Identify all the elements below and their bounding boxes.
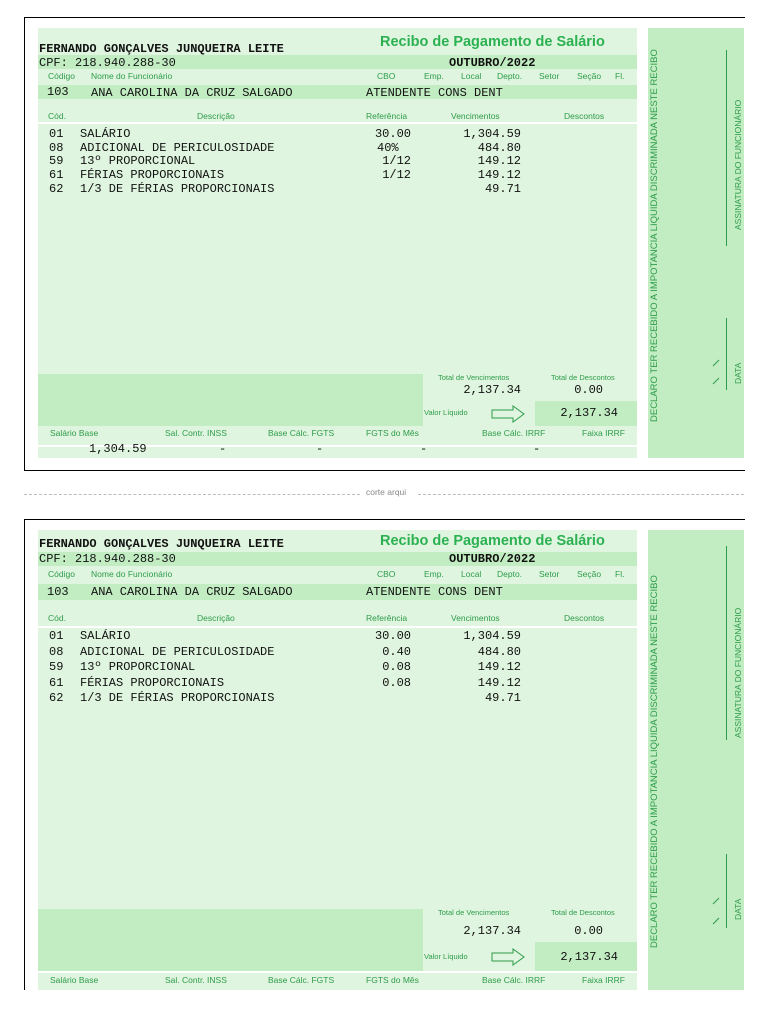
totals-left-block <box>38 909 423 971</box>
item-reference: 1/12 <box>382 168 411 182</box>
item-description: 13º PROPORCIONAL <box>80 154 196 168</box>
declaration-text: DECLARO TER RECEBIDO A IMPOTANCIA LIQUIDA DISCRIMINADA NESTE RECIBO <box>649 575 660 948</box>
pay-period: OUTUBRO/2022 <box>449 552 536 566</box>
divider <box>38 626 637 628</box>
net-value: 2,137.34 <box>560 950 618 964</box>
fgts-mes-value: - <box>420 442 428 456</box>
col-vencimentos: Vencimentos <box>451 613 500 623</box>
label-nome: Nome do Funcionário <box>91 569 173 579</box>
label-cbo: CBO <box>377 71 396 81</box>
item-code: 08 <box>49 645 64 659</box>
label-depto: Depto. <box>497 71 523 81</box>
item-reference: 30.00 <box>374 629 411 643</box>
label-codigo: Código <box>48 569 75 579</box>
label-valor-liquido: Valor Líquido <box>424 408 468 417</box>
item-earning: 149.12 <box>477 660 521 674</box>
label-cbo: CBO <box>377 569 396 579</box>
salario-base-value: 1,304.59 <box>89 442 147 456</box>
label-fgts-mes: FGTS do Mês <box>366 975 419 985</box>
item-reference: 0.40 <box>382 645 411 659</box>
item-description: SALÁRIO <box>80 629 131 643</box>
col-vencimentos: Vencimentos <box>451 111 500 121</box>
receipt-title: Recibo de Pagamento de Salário <box>380 533 605 549</box>
label-emp: Emp. <box>424 569 444 579</box>
label-fl: Fl. <box>615 71 625 81</box>
base-irrf-value: - <box>533 442 541 456</box>
label-faixa-irrf: Faixa IRRF <box>582 428 625 438</box>
employer-cpf: CPF: 218.940.288-30 <box>39 552 176 566</box>
signature-label: ASSINATURA DO FUNCIONÁRIO <box>733 99 743 230</box>
salary-receipt-2 <box>24 519 745 990</box>
item-earning: 1,304.59 <box>463 629 521 643</box>
item-reference: 40% <box>377 141 399 155</box>
employer-name: FERNANDO GONÇALVES JUNQUEIRA LEITE <box>39 537 284 551</box>
label-total-vencimentos: Total de Vencimentos <box>438 373 510 382</box>
item-description: FÉRIAS PROPORCIONAIS <box>80 676 225 690</box>
cut-dash-left <box>24 494 360 495</box>
salary-receipt-1 <box>24 17 745 471</box>
item-earning: 149.12 <box>477 676 521 690</box>
label-local: Local <box>461 569 482 579</box>
col-descontos: Descontos <box>564 613 605 623</box>
pay-period: OUTUBRO/2022 <box>449 56 536 70</box>
total-descontos: 0.00 <box>574 383 603 397</box>
total-vencimentos: 2,137.34 <box>463 924 521 938</box>
col-referencia: Referência <box>366 111 408 121</box>
net-value: 2,137.34 <box>560 406 618 420</box>
label-sal-contr-inss: Sal. Contr. INSS <box>165 975 227 985</box>
col-descricao: Descrição <box>197 111 235 121</box>
item-description: 13º PROPORCIONAL <box>80 660 196 674</box>
label-setor: Setor <box>539 569 560 579</box>
label-secao: Seção <box>577 569 602 579</box>
item-code: 08 <box>49 141 64 155</box>
cut-line <box>24 487 744 501</box>
label-total-descontos: Total de Descontos <box>551 373 615 382</box>
item-reference: 30.00 <box>374 127 411 141</box>
cut-dash-right <box>418 494 744 495</box>
label-base-fgts: Base Cálc. FGTS <box>268 428 335 438</box>
signature-line <box>726 50 727 246</box>
label-salario-base: Salário Base <box>50 975 99 985</box>
label-total-descontos: Total de Descontos <box>551 908 615 917</box>
employee-code: 103 <box>47 85 69 99</box>
sal-contr-inss-value: - <box>219 442 227 456</box>
base-fgts-value: - <box>316 442 324 456</box>
label-nome: Nome do Funcionário <box>91 71 173 81</box>
label-sal-contr-inss: Sal. Contr. INSS <box>165 428 227 438</box>
cut-label: corte arqui <box>366 487 407 497</box>
total-vencimentos: 2,137.34 <box>463 383 521 397</box>
item-reference: 1/12 <box>382 154 411 168</box>
employee-name: ANA CAROLINA DA CRUZ SALGADO <box>91 585 293 599</box>
col-referencia: Referência <box>366 613 408 623</box>
label-fl: Fl. <box>615 569 625 579</box>
item-code: 61 <box>49 676 64 690</box>
item-earning: 484.80 <box>477 141 521 155</box>
item-code: 62 <box>49 182 64 196</box>
item-description: 1/3 DE FÉRIAS PROPORCIONAIS <box>80 182 275 196</box>
label-faixa-irrf: Faixa IRRF <box>582 975 625 985</box>
label-codigo: Código <box>48 71 75 81</box>
item-code: 01 <box>49 629 64 643</box>
item-description: ADICIONAL DE PERICULOSIDADE <box>80 645 275 659</box>
label-fgts-mes: FGTS do Mês <box>366 428 419 438</box>
employer-cpf: CPF: 218.940.288-30 <box>39 56 176 70</box>
employee-role: ATENDENTE CONS DENT <box>366 585 503 599</box>
receipt-title: Recibo de Pagamento de Salário <box>380 34 605 50</box>
label-salario-base: Salário Base <box>50 428 99 438</box>
employee-name: ANA CAROLINA DA CRUZ SALGADO <box>91 86 293 100</box>
col-cod: Cód. <box>48 111 66 121</box>
item-earning: 484.80 <box>477 645 521 659</box>
item-code: 01 <box>49 127 64 141</box>
signature-panel <box>648 28 744 458</box>
item-description: ADICIONAL DE PERICULOSIDADE <box>80 141 275 155</box>
item-earning: 149.12 <box>477 154 521 168</box>
label-base-irrf: Base Cálc. IRRF <box>482 428 546 438</box>
item-earning: 149.12 <box>477 168 521 182</box>
employee-role: ATENDENTE CONS DENT <box>366 86 503 100</box>
item-description: FÉRIAS PROPORCIONAIS <box>80 168 225 182</box>
item-description: SALÁRIO <box>80 127 131 141</box>
divider <box>38 122 637 124</box>
date-slashes <box>709 348 731 390</box>
total-descontos: 0.00 <box>574 924 603 938</box>
label-base-irrf: Base Cálc. IRRF <box>482 975 546 985</box>
item-earning: 1,304.59 <box>463 127 521 141</box>
employer-name: FERNANDO GONÇALVES JUNQUEIRA LEITE <box>39 42 284 56</box>
arrow-right-icon <box>491 405 525 423</box>
date-label: DATA <box>733 898 743 920</box>
item-earning: 49.71 <box>484 691 521 705</box>
item-description: 1/3 DE FÉRIAS PROPORCIONAIS <box>80 691 275 705</box>
col-descricao: Descrição <box>197 613 235 623</box>
label-setor: Setor <box>539 71 560 81</box>
label-valor-liquido: Valor Líquido <box>424 952 468 961</box>
arrow-right-icon <box>491 948 525 966</box>
divider <box>38 971 637 973</box>
item-code: 61 <box>49 168 64 182</box>
date-slashes <box>709 884 731 930</box>
label-base-fgts: Base Cálc. FGTS <box>268 975 335 985</box>
item-code: 62 <box>49 691 64 705</box>
item-code: 59 <box>49 660 64 674</box>
date-label: DATA <box>733 362 743 384</box>
label-secao: Seção <box>577 71 602 81</box>
item-code: 59 <box>49 154 64 168</box>
col-descontos: Descontos <box>564 111 605 121</box>
signature-label: ASSINATURA DO FUNCIONÁRIO <box>733 607 743 738</box>
totals-left-block <box>38 374 423 426</box>
employee-code: 103 <box>47 585 69 599</box>
item-earning: 49.71 <box>484 182 521 196</box>
col-cod: Cód. <box>48 613 66 623</box>
label-emp: Emp. <box>424 71 444 81</box>
declaration-text: DECLARO TER RECEBIDO A IMPOTANCIA LIQUIDA DISCRIMINADA NESTE RECIBO <box>649 49 660 422</box>
item-reference: 0.08 <box>382 676 411 690</box>
signature-line <box>726 546 727 740</box>
label-local: Local <box>461 71 482 81</box>
label-total-vencimentos: Total de Vencimentos <box>438 908 510 917</box>
item-reference: 0.08 <box>382 660 411 674</box>
label-depto: Depto. <box>497 569 523 579</box>
